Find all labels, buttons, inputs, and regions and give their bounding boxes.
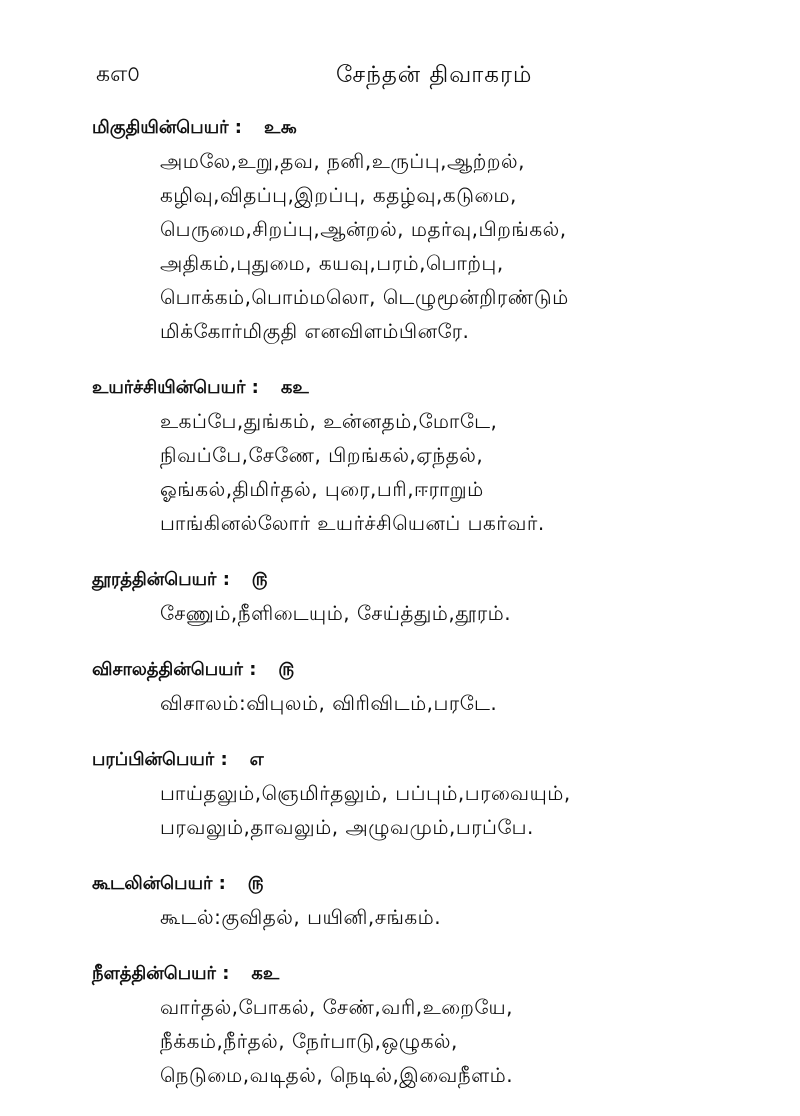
verse-line: விசாலம்:விபுலம், விரிவிடம்,பரடே.: [160, 691, 498, 715]
section-heading: [92, 958, 732, 990]
section-thooram: [92, 564, 732, 630]
verse-line: பாய்தலும்,ஞெமிர்தலும், பப்பும்,பரவையும்,: [160, 781, 571, 805]
section-heading: [92, 868, 732, 900]
section-uyarchi: [92, 372, 732, 540]
section-mikuthi: [92, 112, 732, 348]
section-count: கஉ: [251, 963, 280, 984]
section-count: எ: [249, 749, 264, 770]
section-heading: [92, 654, 732, 686]
verse-line: சேணும்,நீளிடையும், சேய்த்தும்,தூரம்.: [160, 601, 512, 625]
section-heading-text: நீளத்தின்பெயர் :: [92, 963, 230, 984]
section-neelam: [92, 958, 732, 1092]
section-count: ௫: [251, 569, 268, 590]
verse: [160, 990, 732, 1092]
section-heading-text: தூரத்தின்பெயர் :: [92, 569, 230, 590]
section-heading: [92, 372, 732, 404]
book-title: சேந்தன் திவாகரம்: [336, 62, 533, 88]
verse-line: நெடுமை,வடிதல், நெடில்,இவைநீளம்.: [160, 1063, 514, 1087]
section-count: உ௯: [264, 117, 297, 138]
section-count: கஉ: [280, 377, 309, 398]
verse-line: ஓங்கல்,திமிர்தல், புரை,பரி,ஈராறும்: [160, 477, 484, 501]
sections: [92, 112, 732, 1116]
verse-line: வார்தல்,போகல், சேண்,வரி,உறையே,: [160, 995, 514, 1019]
verse-line: பொக்கம்,பொம்மலொ, டெழுமூன்றிரண்டும்: [160, 285, 569, 309]
section-count: ௫: [278, 659, 295, 680]
section-heading: [92, 112, 732, 144]
section-koodal: [92, 868, 732, 934]
page-number: கஎ௦: [96, 62, 140, 87]
section-heading-text: கூடலின்பெயர் :: [92, 873, 226, 894]
section-parappu: [92, 744, 732, 844]
verse-line: பெருமை,சிறப்பு,ஆன்றல், மதர்வு,பிறங்கல்,: [160, 217, 567, 241]
section-count: ௫: [247, 873, 264, 894]
verse-line: நீக்கம்,நீர்தல், நேர்பாடு,ஒழுகல்,: [160, 1029, 458, 1053]
verse: [160, 686, 732, 720]
section-heading-text: உயர்ச்சியின்பெயர் :: [92, 377, 259, 398]
section-heading: [92, 744, 732, 776]
verse-line: மிக்கோர்மிகுதி எனவிளம்பினரே.: [160, 319, 470, 343]
running-head: [96, 62, 704, 98]
section-heading-text: மிகுதியின்பெயர் :: [92, 117, 242, 138]
section-heading: [92, 564, 732, 596]
verse-line: உகப்பே,துங்கம், உன்னதம்,மோடே,: [160, 409, 498, 433]
verse-line: அமலே,உறு,தவ, நனி,உருப்பு,ஆற்றல்,: [160, 149, 525, 173]
verse: [160, 776, 732, 844]
verse-line: நிவப்பே,சேணே, பிறங்கல்,ஏந்தல்,: [160, 443, 484, 467]
section-heading-text: பரப்பின்பெயர் :: [92, 749, 228, 770]
section-visalam: [92, 654, 732, 720]
verse: [160, 404, 732, 540]
verse-line: கழிவு,விதப்பு,இறப்பு, கதழ்வு,கடுமை,: [160, 183, 517, 207]
verse-line: அதிகம்,புதுமை, கயவு,பரம்,பொற்பு,: [160, 251, 504, 275]
verse-line: பாங்கினல்லோர் உயர்ச்சியெனப் பகர்வர்.: [160, 511, 545, 535]
verse: [160, 900, 732, 934]
verse-line: பரவலும்,தாவலும், அழுவமும்,பரப்பே.: [160, 815, 534, 839]
verse: [160, 596, 732, 630]
section-heading-text: விசாலத்தின்பெயர் :: [92, 659, 257, 680]
verse-line: கூடல்:குவிதல், பயினி,சங்கம்.: [160, 905, 442, 929]
verse: [160, 144, 732, 348]
